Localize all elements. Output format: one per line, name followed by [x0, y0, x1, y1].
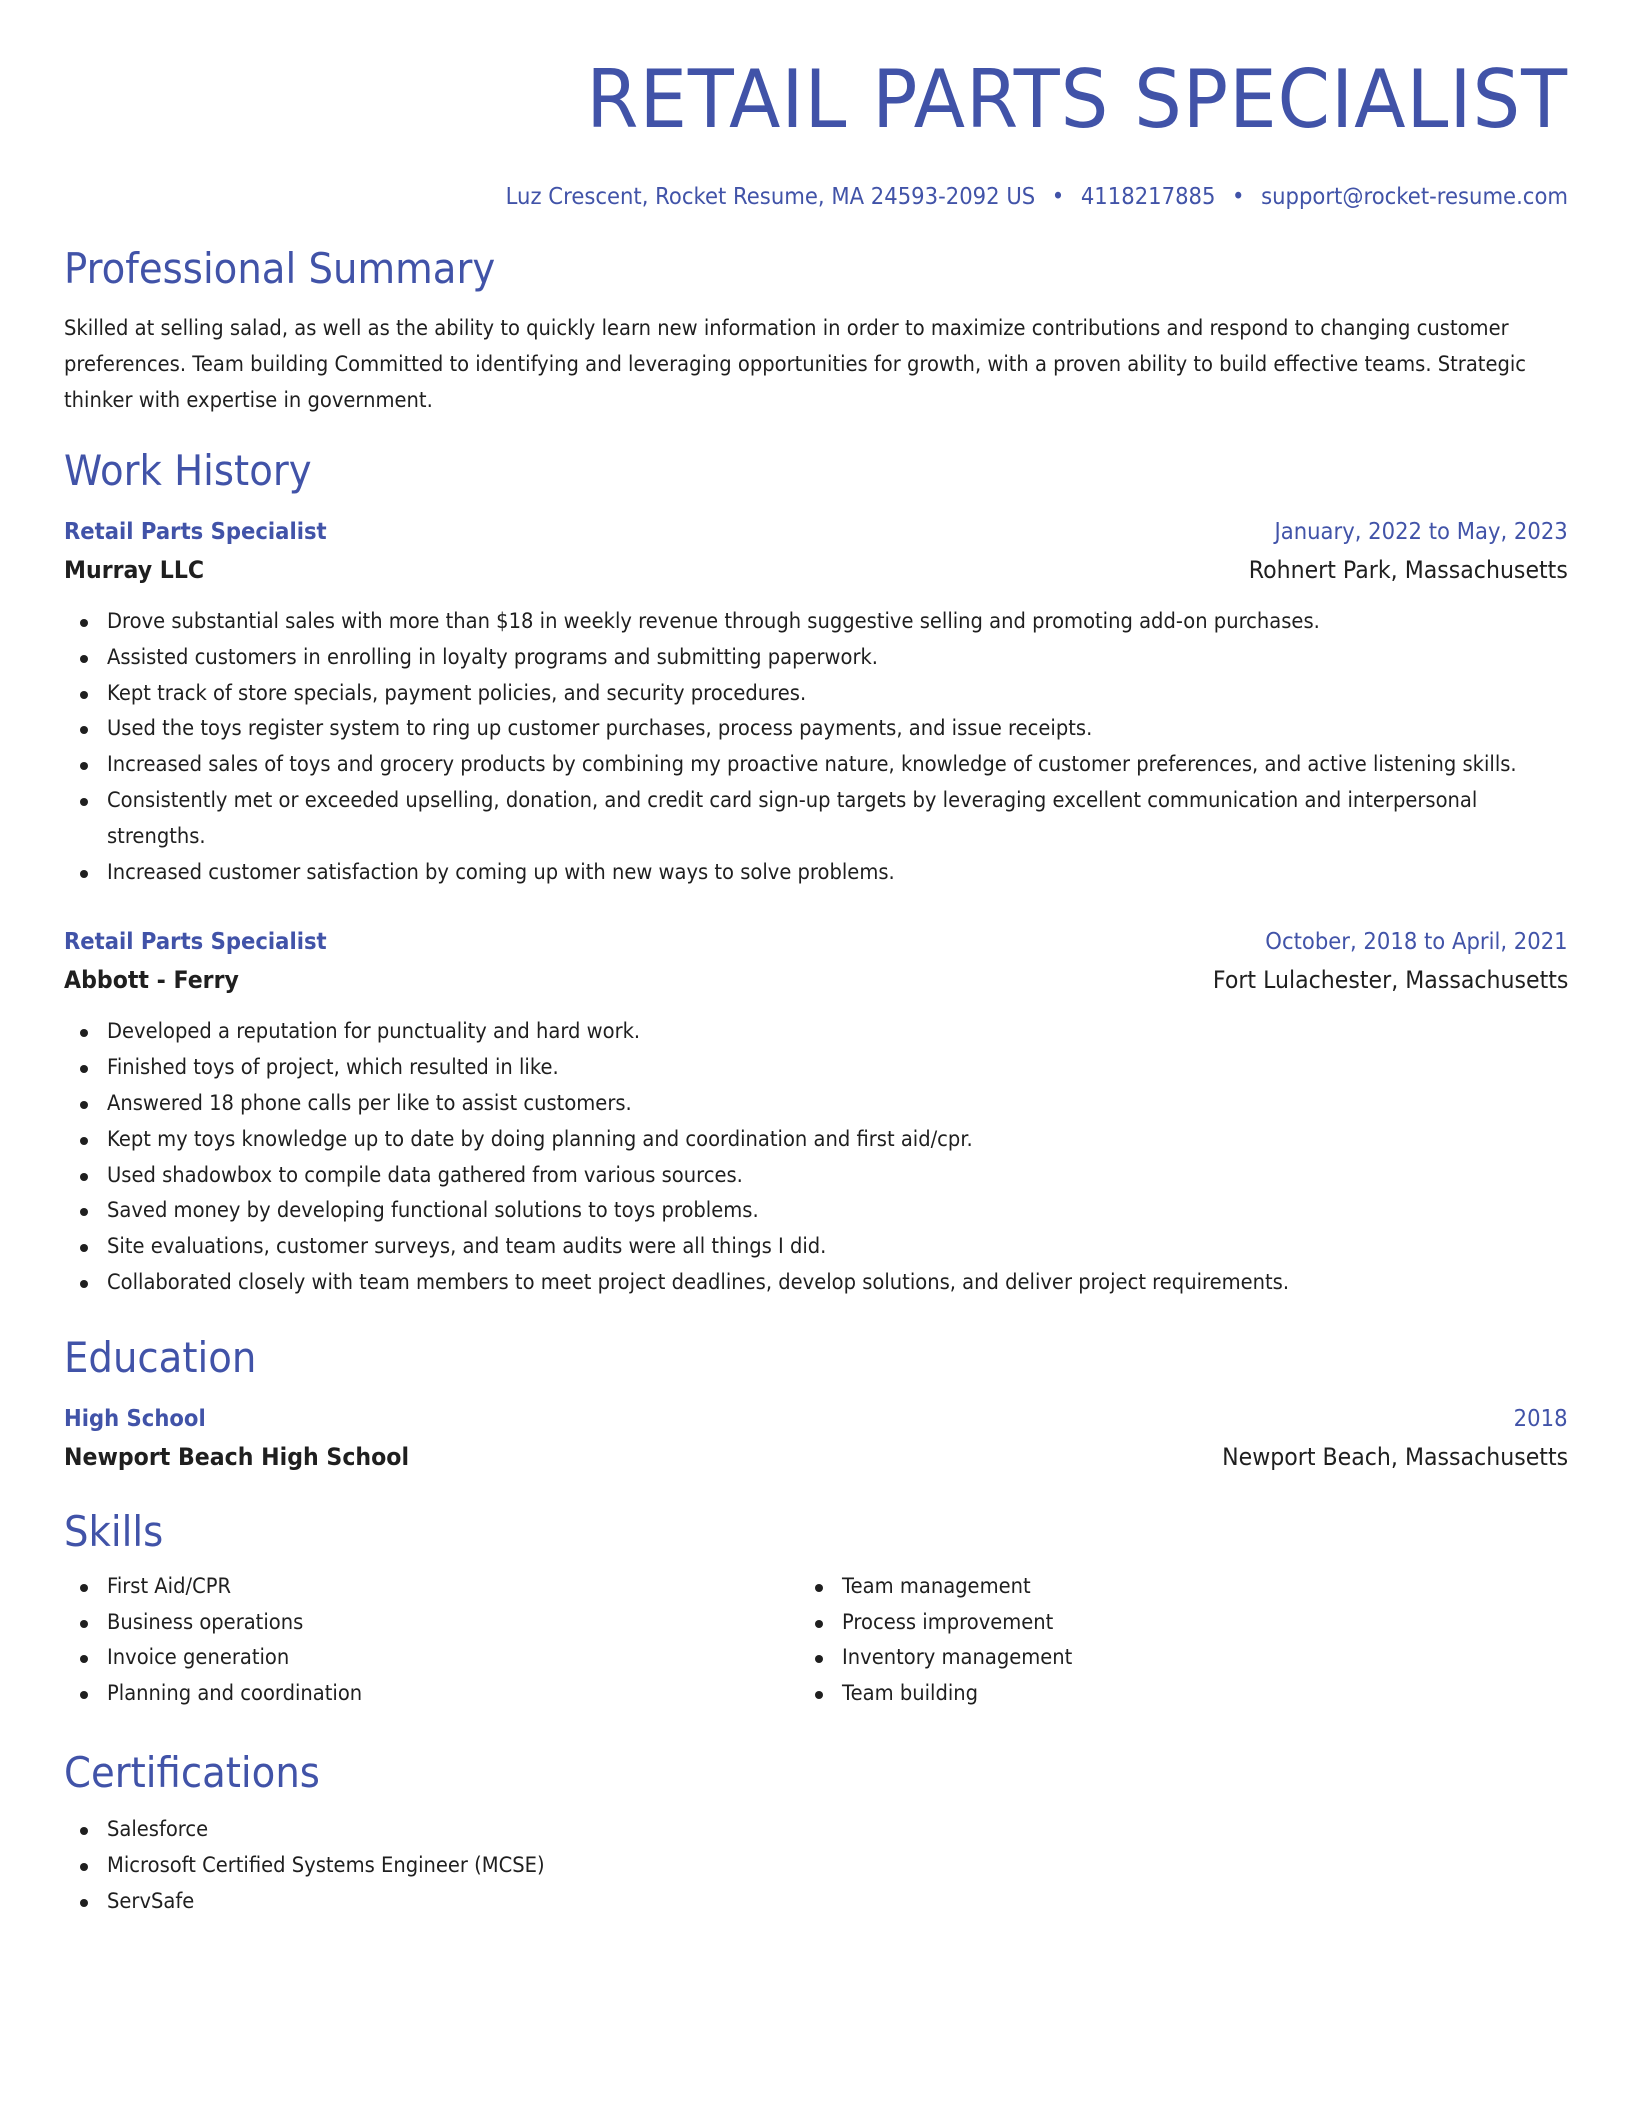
- education-location: Newport Beach, Massachusetts: [1221, 1442, 1568, 1471]
- skill-item: Inventory management: [799, 1640, 1534, 1676]
- job-entry: [64, 514, 1568, 890]
- section-title-skills: Skills: [64, 1506, 164, 1556]
- job-entry: [64, 924, 1568, 1300]
- skill-item: Team building: [799, 1676, 1534, 1712]
- job-duties-list: [64, 1014, 1568, 1300]
- list-item: Kept track of store specials, payment policies, and security procedures.: [64, 676, 1568, 712]
- skills-section: [64, 1507, 1568, 1712]
- section-title-work-history: Work History: [64, 446, 312, 495]
- list-item: Saved money by developing functional solutions to toys problems.: [64, 1193, 1568, 1229]
- list-item: Answered 18 phone calls per like to assist customers.: [64, 1086, 1568, 1122]
- list-item: Drove substantial sales with more than $18 in weekly revenue through suggestive selling and promoting add-on purchases.: [64, 604, 1568, 640]
- section-title-certifications: Certifications: [64, 1747, 320, 1797]
- list-item: Developed a reputation for punctuality and hard work.: [64, 1014, 1568, 1050]
- list-item: Consistently met or exceeded upselling, donation, and credit card sign-up targets by leveraging excellent communication and interpersonal strengths.: [64, 783, 1568, 855]
- list-item: Kept my toys knowledge up to date by doing planning and coordination and first aid/cpr.: [64, 1122, 1568, 1158]
- summary-section: [64, 244, 1568, 418]
- list-item: Assisted customers in enrolling in loyalty programs and submitting paperwork.: [64, 640, 1568, 676]
- education-entry: [64, 1401, 1568, 1477]
- list-item: Increased sales of toys and grocery products by combining my proactive nature, knowledge of customer preferences, and active listening skills.: [64, 747, 1568, 783]
- summary-text: Skilled at selling salad, as well as the ability to quickly learn new information in order to maximize contributions and respond to changing customer preferences. Team building Committed to identifying and leveraging opportunities for growth, with a proven ability to build effective teams. Strategic thinker with expertise in government.: [64, 316, 1527, 412]
- job-position: Retail Parts Specialist: [64, 519, 327, 545]
- certification-item: Microsoft Certified Systems Engineer (MCSE): [64, 1848, 1568, 1884]
- contact-line: [184, 182, 1568, 212]
- contact-phone: 4118217885: [1080, 184, 1216, 210]
- work-history-section: [64, 446, 1568, 1301]
- skills-list-left: [64, 1569, 799, 1712]
- education-section: [64, 1333, 1568, 1477]
- section-title-summary: Professional Summary: [64, 244, 496, 293]
- job-duties-list: [64, 604, 1568, 890]
- list-item: Used shadowbox to compile data gathered from various sources.: [64, 1158, 1568, 1194]
- education-school: Newport Beach High School: [64, 1442, 410, 1471]
- list-item: Increased customer satisfaction by coming up with new ways to solve problems.: [64, 855, 1568, 891]
- job-location: Fort Lulachester, Massachusetts: [1212, 966, 1568, 995]
- job-company: Abbott - Ferry: [64, 966, 239, 995]
- contact-separator: •: [1051, 184, 1065, 210]
- skill-item: Process improvement: [799, 1605, 1534, 1641]
- list-item: Used the toys register system to ring up customer purchases, process payments, and issue receipts.: [64, 711, 1568, 747]
- skill-item: Invoice generation: [64, 1640, 799, 1676]
- job-dates: October, 2018 to April, 2021: [1265, 929, 1568, 956]
- contact-address: Luz Crescent, Rocket Resume, MA 24593-2092 US: [505, 184, 1036, 210]
- job-position: Retail Parts Specialist: [64, 929, 327, 956]
- skill-item: Team management: [799, 1569, 1534, 1605]
- section-title-education: Education: [64, 1332, 257, 1382]
- education-year: 2018: [1514, 1405, 1568, 1432]
- contact-email[interactable]: support@rocket-resume.com: [1261, 184, 1568, 210]
- job-title-heading: RETAIL PARTS SPECIALIST: [586, 53, 1568, 146]
- certifications-section: [64, 1748, 1568, 1919]
- skill-item: First Aid/CPR: [64, 1569, 799, 1605]
- skills-grid: [64, 1569, 1568, 1712]
- list-item: Collaborated closely with team members to meet project deadlines, develop solutions, and deliver project requirements.: [64, 1265, 1568, 1301]
- job-company: Murray LLC: [64, 556, 205, 584]
- education-degree: High School: [64, 1405, 206, 1432]
- job-location: Rohnert Park, Massachusetts: [1248, 556, 1568, 584]
- list-item: Finished toys of project, which resulted in like.: [64, 1050, 1568, 1086]
- list-item: Site evaluations, customer surveys, and team audits were all things I did.: [64, 1229, 1568, 1265]
- certification-item: Salesforce: [64, 1812, 1568, 1848]
- certifications-list: [64, 1812, 1568, 1919]
- skill-item: Business operations: [64, 1605, 799, 1641]
- skills-list-right: [799, 1569, 1534, 1712]
- skill-item: Planning and coordination: [64, 1676, 799, 1712]
- job-dates: January, 2022 to May, 2023: [1274, 519, 1568, 545]
- contact-separator: •: [1232, 184, 1245, 210]
- resume-header: [64, 0, 1568, 212]
- certification-item: ServSafe: [64, 1884, 1568, 1920]
